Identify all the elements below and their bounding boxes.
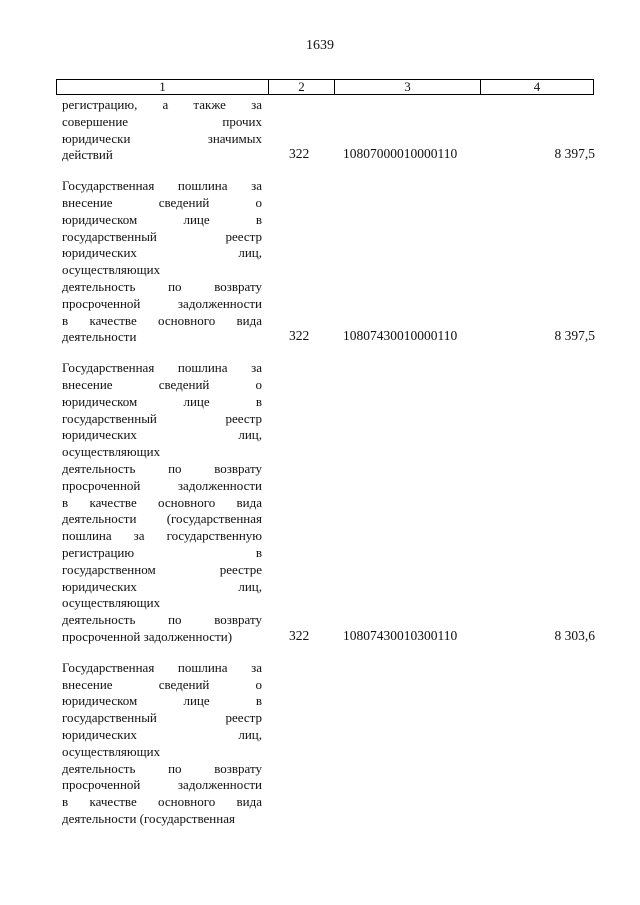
description-line: просроченной задолженности <box>62 777 262 793</box>
description-line: осуществляющих <box>62 743 161 759</box>
row-budget-code: 10807000010000110 <box>343 146 458 162</box>
description-line: деятельность по возврату <box>62 612 262 628</box>
description-line: юридическом лице в <box>62 393 262 409</box>
description-line: осуществляющих <box>62 444 161 460</box>
column-header-2: 2 <box>269 80 335 94</box>
row-description <box>62 360 262 646</box>
row-budget-code: 10807430010300110 <box>343 627 458 643</box>
description-line: осуществляющих <box>62 595 161 611</box>
column-header-4: 4 <box>533 79 541 94</box>
description-line: юридических лиц, <box>62 427 262 443</box>
description-line: деятельность по возврату <box>62 760 262 776</box>
row-admin-code: 322 <box>289 627 310 643</box>
description-line: действий <box>62 147 113 163</box>
description-line: внесение сведений о <box>62 376 262 392</box>
description-line: юридических лиц, <box>62 245 262 261</box>
row-admin-code: 322 <box>289 146 310 162</box>
description-line: юридическом лице в <box>62 211 262 227</box>
page-number: 1639 <box>306 38 334 53</box>
description-line: Государственная пошлина за <box>62 659 262 675</box>
description-line: регистрацию в <box>62 544 262 560</box>
description-line: внесение сведений о <box>62 194 262 210</box>
description-line: юридических лиц, <box>62 726 262 742</box>
description-line: Государственная пошлина за <box>62 360 262 376</box>
description-line: внесение сведений о <box>62 676 262 692</box>
description-line: просроченной задолженности) <box>62 628 233 644</box>
row-amount: 8 303,6 <box>554 627 595 643</box>
description-line: деятельность по возврату <box>62 278 262 294</box>
row-admin-code: 322 <box>289 328 310 344</box>
description-line: государственный реестр <box>62 710 262 726</box>
description-line: в качестве основного вида <box>62 494 262 510</box>
row-description <box>62 178 262 346</box>
description-line: юридических лиц, <box>62 578 262 594</box>
table-header-row <box>56 79 594 95</box>
description-line: просроченной задолженности <box>62 295 262 311</box>
column-header-1: 1 <box>57 80 269 94</box>
description-line: осуществляющих <box>62 262 161 278</box>
description-line: Государственная пошлина за <box>62 178 262 194</box>
description-line: деятельности <box>62 329 137 345</box>
column-header-3: 3 <box>335 80 481 94</box>
row-description <box>62 660 262 828</box>
row-amount: 8 397,5 <box>554 146 595 162</box>
row-budget-code: 10807430010000110 <box>343 328 458 344</box>
description-line: деятельности (государственная <box>62 810 235 826</box>
description-line: в качестве основного вида <box>62 794 262 810</box>
description-line: совершение прочих <box>62 113 262 129</box>
description-line: регистрацию, а также за <box>62 97 262 112</box>
description-line: юридическом лице в <box>62 693 262 709</box>
description-line: просроченной задолженности <box>62 477 262 493</box>
description-line: государственный реестр <box>62 228 262 244</box>
row-amount: 8 397,5 <box>554 328 595 344</box>
row-description <box>62 97 262 164</box>
description-line: государственном реестре <box>62 561 262 577</box>
description-line: деятельность по возврату <box>62 460 262 476</box>
description-line: в качестве основного вида <box>62 312 262 328</box>
description-line: государственный реестр <box>62 410 262 426</box>
description-line: пошлина за государственную <box>62 528 262 544</box>
description-line: юридически значимых <box>62 130 262 146</box>
description-line: деятельности (государственная <box>62 511 262 527</box>
